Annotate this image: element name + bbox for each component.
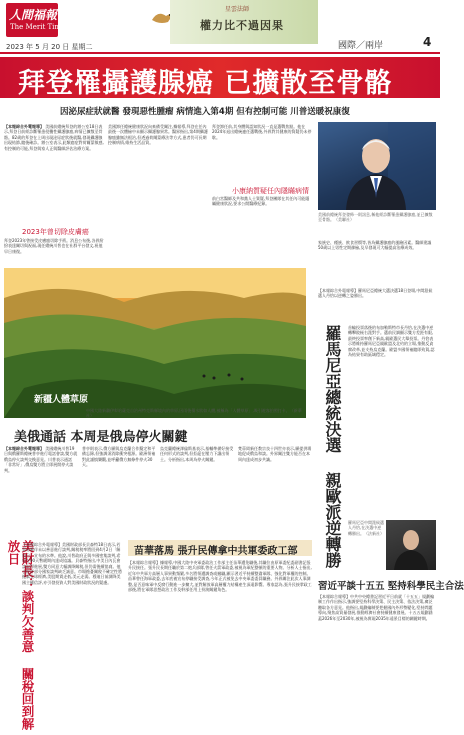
lead-deck: 因泌尿症狀就醫 發現惡性腫瘤 病情進入第4期 但有控制可能 川普送暖祝康復 (60, 107, 350, 117)
article3-headline: 苗華落馬 張升民傳拿中共軍委政工部 (134, 546, 298, 557)
logo (6, 3, 69, 37)
masthead-rule (0, 52, 440, 54)
slogan-banner (170, 0, 318, 44)
article2-body-col1: 【本報綜合外電報導】 美國總統川普19日與俄羅斯總統普亭進行電話會談,雙方就俄烏停火談判交換意見。川普表示通話「非常好」,俄烏雙方將立即展開停火談判。 (4, 446, 78, 473)
section-label: 國際／兩岸 (338, 41, 384, 51)
lead-body-col1b: 拜登2023年曾接受皮膚癌切除手術。消息公布後,各界紛紛表達關切與祝福,現任總統川普也在社群平台發文,祝他早日康復。 (4, 238, 104, 254)
article2-body-col4: 梵蒂岡新任教宗良十四世亦表示,願提供場地促成俄烏和談。外界關注雙方能否在本周內達成初步共識。 (238, 446, 312, 462)
masthead (0, 0, 440, 55)
date-line: 2023 年 5 月 20 日 星期二 (6, 43, 93, 51)
logo-text: 人間福報 (9, 8, 58, 22)
lead-subhead-2: 小康納質疑任內隱瞞病情 (232, 187, 309, 195)
lead-body-col2: 美國卸任總統健康狀況向來備受關注,據報導,拜登在任內最後一次體檢中未顯示攝護腺異常。醫界指出,第4期攝護腺癌雖無法根治,但透過荷爾蒙療法等方式,患者仍可長期控制病情,維持生活品質。 (108, 124, 208, 146)
lead-body-col3b: 前白宮醫師及共和黨人士質疑,拜登團隊在其任內可能隱瞞健康狀況,要求公開醫療紀錄。 (212, 196, 310, 207)
article4-body: 首輪投票落後的布加勒斯特市長丹恰,在決選中逆轉擊敗極右派對手。選前民調顯示雙方差距有限,最終投票率創下新高,親歐選民大舉投票。丹恰表示將維持羅馬尼亞親歐盟及北約的立場,推動反貪腐改革,並支持烏克蘭。歐盟多國領袖隨即致賀,認為結果有助區域穩定。 (348, 325, 435, 358)
lead-body-col4: 家族史、種族、飲食習慣等,皆為攝護腺癌的風險因素。醫師建議50歲以上男性定期篩檢,及早發現可大幅提高治療成效。 (318, 240, 432, 251)
article4-intro: 【本報綜合外電報導】羅馬尼亞總統大選決選18日登場,中間派候選人丹恰以逆轉之姿勝出。 (318, 288, 433, 299)
article5-headline: 美財長：談判欠善意 關稅回到解放日 (6, 540, 35, 730)
article2-headline: 美俄通話 本周是俄烏停火關鍵 (14, 430, 188, 445)
biden-photo-caption: 美國前總統拜登發佈一則訊息,稱他經診斷罹患攝護腺癌,並已擴散至骨骼。（美聯社） (318, 212, 433, 223)
lead-headline-band (0, 57, 440, 98)
logo-subtext: The Merit Times (10, 23, 69, 31)
person-illustration (318, 122, 436, 210)
lead-headline: 拜登罹攝護腺癌 已擴散至骨骼 (18, 68, 393, 99)
landscape-photo (4, 268, 306, 418)
article4-photo (386, 520, 436, 570)
article3-headline-band (128, 540, 312, 556)
landscape-caption-detail: 中國大陸新疆伊犁哈薩克自治州特克斯縣境內的草原,因雨後積水狀如人體,被稱為「人體草原」,吸引遊客拍照打卡。（新華社） (86, 408, 302, 419)
article2-byline: 【本報綜合外電報導】 (4, 446, 44, 451)
slogan-author: 星雲法師 (225, 6, 250, 13)
slogan: 權力比不過因果 (200, 19, 284, 32)
article4-caption: 羅馬尼亞中間派候選人丹恰,在決選中逆轉勝出。（法新社） (348, 520, 384, 536)
article2-body-col3: 烏克蘭總統澤倫斯基表示,基輔準備好接受任何形式的談判,但拒絕在壓力下讓出領土。分析指出,本周為停火關鍵。 (160, 446, 234, 462)
lead-byline: 【本報綜合外電報導】 (4, 124, 44, 129)
lead-body-col1: 【本報綜合外電報導】 美國前總統拜登的辦公室18日表示,拜登日前經診斷罹患侵襲性攝護腺癌,病情已擴散至骨骼。82歲的拜登在上周出現泌尿症狀後就醫,發現攝護腺出現結節,隨後確診。辦公室表示,此類癌症對荷爾蒙敏感,有控制的可能,拜登與家人正與醫師評估治療方案。 (4, 124, 104, 151)
article6-headline: 習近平談十五五 堅持科學民主合法 (318, 581, 464, 592)
lead-subhead-1: 2023年曾切除皮膚癌 (22, 228, 89, 236)
biden-photo (318, 122, 436, 210)
article6-body: 【本報綜合報導】中共中央總書記習近平日前就「十五五」規劃編制工作作出指示,強調要堅持科學決策、民主決策、依法決策,廣泛聽取各方意見。他指出,規劃編制要把握國內外形勢變化,堅持問題導向,聚焦高質量發展,推動經濟社會持續健康發展。十五五規劃涵蓋2026年至2030年,被視為實現2035年遠景目標的關鍵時期。 (318, 594, 434, 621)
page-number: 4 (423, 35, 432, 49)
landscape-caption: 新疆人體草原 (34, 395, 89, 405)
article2-body-col2: 普亭則表示,俄方願與烏克蘭合作擬定和平備忘錄,但強調須消除衝突根源。歐洲領袖對此謹慎樂觀,並呼籲俄方無條件停火30天。 (82, 446, 156, 468)
person-illustration (386, 520, 436, 570)
article3-body: 【本報綜合報導】據報導,中國大陸中央軍委政治工作部主任苗華遭免職後,其職位由原軍委紀委副書記張升民接任。張升民長期任職於第二炮兵部隊,曾任火箭軍政委,被視為軍紀整頓的重要人物。分析人士指出,近年中共軍方高層人事異動頻繁,多名將領遭調查或撤職,顯示習近平持續整肅軍隊、強化對軍權的控制。苗華曾任海軍政委,去年底被宣布停職接受調查,今年正式被免去中央軍委委員職務。外界關注此次人事調整,是否意味軍中反腐行動進一步擴大,並對解放軍高層權力結構產生深遠影響。專家認為,張升民接掌政工部後,將在軍隊思想政治工作及幹部任用上扮演關鍵角色。 (128, 560, 312, 593)
lead-body-col3: 拜登卸任前,其身體與認知狀況一直是選戰焦點。他在2024年退出總統連任選戰後,外界對其健康的質疑仍未停歇。 (212, 124, 312, 140)
article4-headline: 羅馬尼亞總統決選 親歐派逆轉勝 (323, 325, 342, 568)
article5-body: 【本報綜合外電報導】美國財政部長貝森特18日表示,若貿易夥伴未以善意進行談判,關稅稅率將回到4月2日「解放日」宣布的水準。他說,川普政府正與多國密集談判,希望在90天暫緩期內達成協議。貝森特指出,中美日內瓦會談取得進展,雙方同意大幅調降關稅,但仍需後續協商。他也批評部分國家談判缺乏誠意。市場擔憂關稅不確定性將拖累全球經濟,美股期貨走低,美元走弱。穆迪日前調降美國主權信評,亦引發投資人對美國財政狀況的疑慮。 (22, 542, 122, 585)
